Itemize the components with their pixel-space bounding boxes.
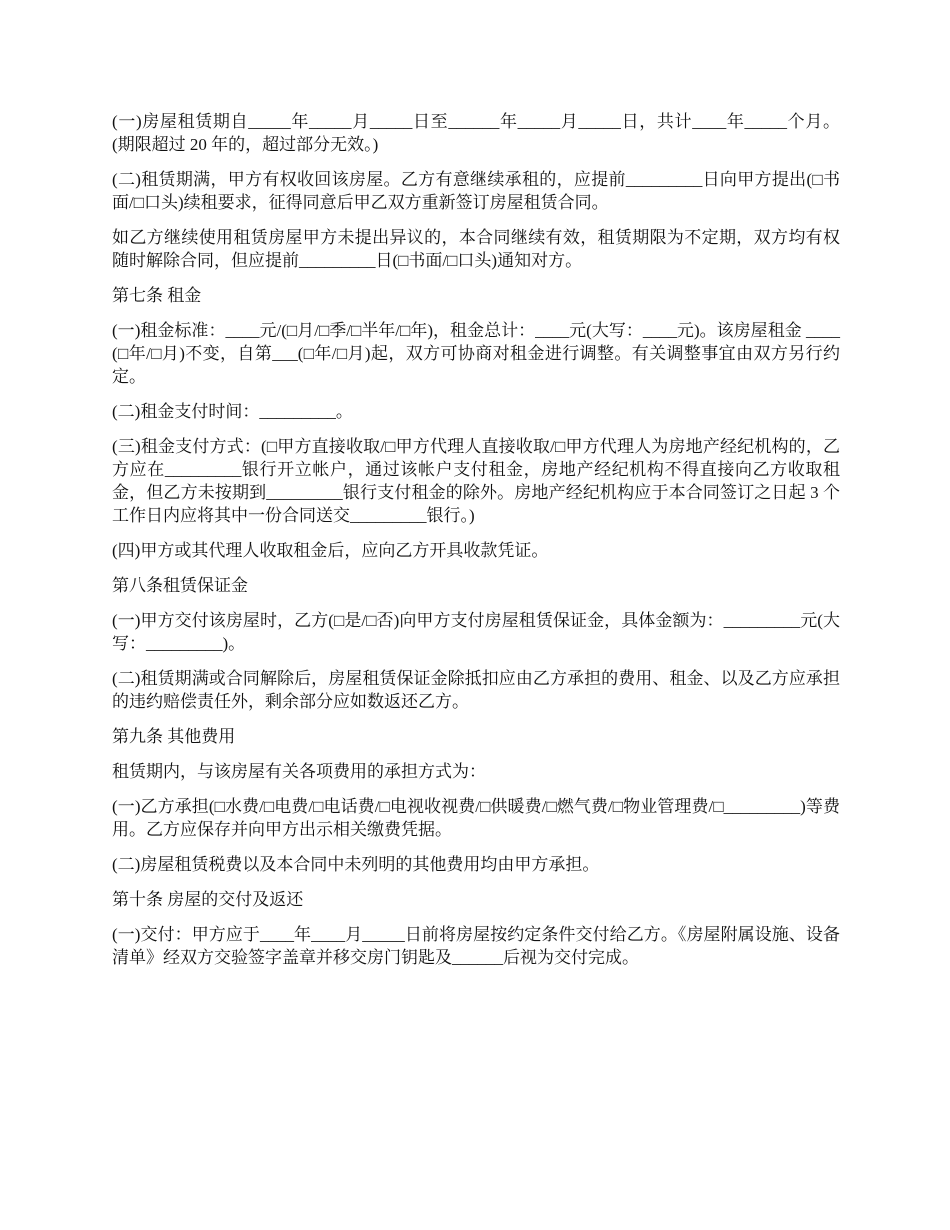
article-7-heading: 第七条 租金 xyxy=(112,286,202,305)
document-page xyxy=(112,110,840,981)
rent-payment-time-clause: (二)租金支付时间：_________。 xyxy=(112,402,353,421)
tenant-fees-clause: (一)乙方承担(□水费/□电费/□电话费/□电视收视费/□供暖费/□燃气费/□物业管理费/□_________)等费用。乙方应保存并向甲方出示相关缴费凭据。 xyxy=(112,797,840,839)
lease-term-clause: (一)房屋租赁期自_____年_____月_____日至______年_____月_____日，共计____年_____个月。(期限超过 20 年的，超过部分无效。) xyxy=(112,112,840,154)
landlord-fees-clause: (二)房屋租赁税费以及本合同中未列明的其他费用均由甲方承担。 xyxy=(112,855,600,874)
other-fees-intro: 租赁期内，与该房屋有关各项费用的承担方式为： xyxy=(112,762,486,781)
deposit-return-clause: (二)租赁期满或合同解除后，房屋租赁保证金除抵扣应由乙方承担的费用、租金、以及乙方应承担的违约赔偿责任外，剩余部分应如数返还乙方。 xyxy=(112,669,840,711)
article-10-heading: 第十条 房屋的交付及返还 xyxy=(112,890,304,909)
indefinite-term-clause: 如乙方继续使用租赁房屋甲方未提出异议的，本合同继续有效，租赁期限为不定期，双方均有权随时解除合同，但应提前_________日(□书面/□口头)通知对方。 xyxy=(112,228,840,270)
rent-standard-clause: (一)租金标准：____元/(□月/□季/□半年/□年)，租金总计：____元(大写：____元)。该房屋租金 ____(□年/□月)不变，自第___(□年/□月)起，双方可协商对租金进行调整。有关调整事宜由双方另行约定。 xyxy=(112,321,840,386)
rent-receipt-clause: (四)甲方或其代理人收取租金后，应向乙方开具收款凭证。 xyxy=(112,541,549,560)
delivery-clause: (一)交付：甲方应于____年____月_____日前将房屋按约定条件交付给乙方。《房屋附属设施、设备清单》经双方交验签字盖章并移交房门钥匙及______后视为交付完成。 xyxy=(112,925,840,967)
rent-payment-method-clause: (三)租金支付方式：(□甲方直接收取/□甲方代理人直接收取/□甲方代理人为房地产经纪机构的，乙方应在_________银行开立帐户，通过该帐户支付租金，房地产经纪机构不得直接向乙方收取租金，但乙方未按期到_________银行支付租金的除外。房地产经纪机构应于本合同签订之日起 3 个工作日内应将其中一份合同送交_________银行。) xyxy=(112,437,840,525)
renewal-clause: (二)租赁期满，甲方有权收回该房屋。乙方有意继续承租的，应提前_________日向甲方提出(□书面/□口头)续租要求，征得同意后甲乙双方重新签订房屋租赁合同。 xyxy=(112,170,840,212)
deposit-payment-clause: (一)甲方交付该房屋时，乙方(□是/□否)向甲方支付房屋租赁保证金，具体金额为：_________元(大写：_________)。 xyxy=(112,611,840,653)
article-8-heading: 第八条租赁保证金 xyxy=(112,576,248,595)
article-9-heading: 第九条 其他费用 xyxy=(112,727,236,746)
